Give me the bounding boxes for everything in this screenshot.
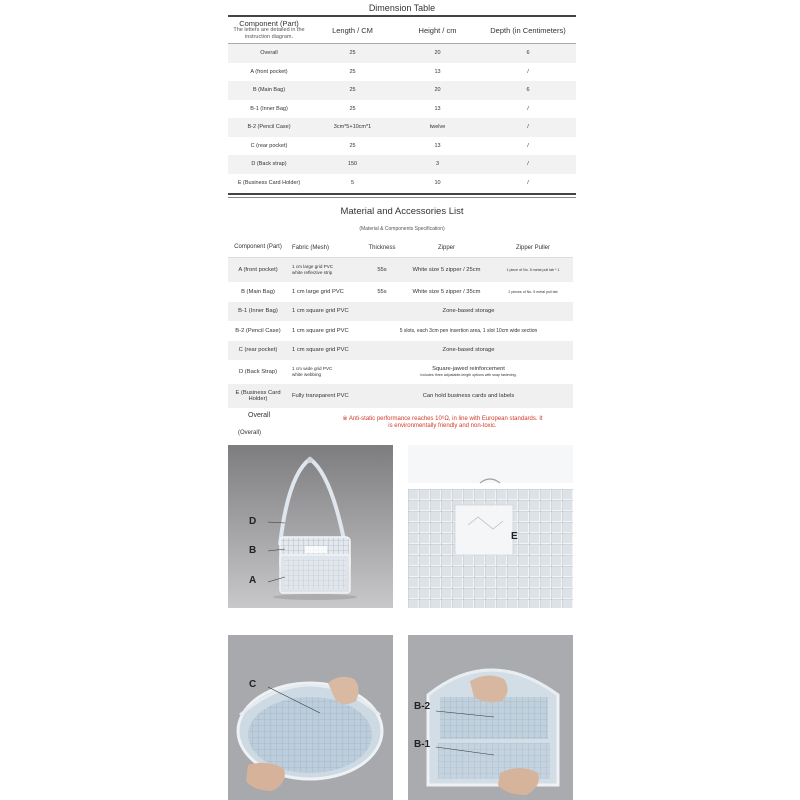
cell-depth: / — [527, 124, 529, 131]
cell-depth: / — [527, 68, 529, 75]
cell-zipper: White size 5 zipper / 25cm — [412, 267, 481, 273]
anti-static-note: ※ Anti-static performance reaches 10⁶Ω, in line with European standards. It is environmentally friendly and non-toxic. — [342, 416, 543, 429]
cell-part: A (front pocket) — [238, 266, 278, 273]
cell-fabric: 1 cm square grid PVC — [292, 308, 349, 315]
cell-fabric-extra: white webbing — [292, 372, 322, 377]
cell-part: D (Back Strap) — [238, 368, 277, 375]
cell-length: 25 — [349, 87, 356, 94]
table-row — [228, 137, 576, 156]
divider — [228, 197, 576, 198]
material-table-subtitle: (Material & Components Specification) — [359, 226, 445, 232]
cell-part: A (front pocket) — [250, 68, 288, 75]
cell-height: 13 — [434, 105, 441, 112]
cell-zipper: White size 5 zipper / 35cm — [412, 288, 481, 295]
cell-length: 25 — [349, 50, 356, 57]
cell-depth: 6 — [526, 87, 530, 94]
cell-length: 25 — [349, 68, 356, 75]
cell-puller: 1 piece of No. 5 metal pull tab * 1 — [506, 268, 560, 272]
header-component-note: The letters are detailed in the instruction diagram. — [233, 27, 305, 40]
cell-description — [364, 366, 573, 378]
cell-length: 150 — [347, 161, 358, 168]
callout-d: D — [249, 516, 257, 527]
cell-fabric-extra: white reflective strip — [292, 270, 333, 275]
table-row — [228, 63, 576, 82]
cell-height: 13 — [434, 68, 441, 75]
cell-height: twelve — [429, 124, 446, 131]
divider — [228, 193, 576, 195]
table-row — [228, 258, 573, 282]
table-row — [228, 155, 576, 174]
cell-part: B-2 (Pencil Case) — [235, 327, 281, 334]
cell-fabric: 1 cm large grid PVC — [292, 288, 344, 295]
table-row — [228, 341, 573, 361]
card-holder-closeup-photo — [408, 445, 573, 608]
header-puller: Zipper Puller — [515, 244, 550, 251]
header-component — [228, 20, 310, 41]
cell-depth: 6 — [526, 50, 530, 57]
dimension-table-header — [228, 18, 576, 44]
cell-part: B-1 (Inner Bag) — [250, 105, 288, 112]
cell-length: 25 — [349, 105, 356, 112]
table-row — [228, 44, 576, 63]
material-table-title: Material and Accessories List — [340, 206, 464, 217]
callout-b: B — [249, 545, 257, 556]
cell-part: B-1 (Inner Bag) — [238, 308, 278, 314]
table-row — [228, 118, 576, 137]
cell-part: Overall — [260, 50, 278, 57]
cell-part: D (Back strap) — [251, 161, 287, 168]
cell-height: 20 — [434, 87, 441, 94]
cell-fabric: 1 cm square grid PVC — [292, 327, 349, 334]
table-row — [228, 81, 576, 100]
material-table-header — [228, 238, 573, 258]
cell-fabric — [288, 264, 364, 276]
cell-description-main: Square-jawed reinforcement — [432, 366, 505, 372]
dimension-table-body — [228, 44, 576, 192]
cell-depth: / — [527, 161, 529, 168]
cell-part: B (Main Bag) — [241, 288, 275, 295]
material-table — [228, 238, 573, 408]
overall-sublabel: (Overall) — [238, 430, 262, 436]
cell-height: 10 — [434, 179, 441, 186]
cell-description: Zone-based storage — [442, 347, 495, 354]
overall-label: Overall — [248, 412, 271, 419]
cell-part: B (Main Bag) — [252, 87, 286, 94]
header-depth: Depth (in Centimeters) — [490, 26, 566, 35]
cell-thickness: 55s — [377, 288, 387, 295]
cell-description-extra: Includes three adjustable-length options with snap fastening. — [420, 373, 517, 377]
cell-part: E (Business Card Holder) — [235, 389, 281, 402]
material-table-body — [228, 258, 573, 408]
cell-fabric: 1 cm square grid PVC — [292, 347, 349, 354]
divider — [228, 15, 576, 17]
cell-puller: 2 pieces of No. 5 metal pull tab — [508, 289, 558, 294]
header-height: Height / cm — [418, 26, 457, 35]
cell-part: B-2 (Pencil Case) — [247, 124, 291, 131]
callout-b2: B-2 — [414, 701, 431, 712]
table-row — [228, 360, 573, 384]
cell-height: 20 — [434, 50, 441, 57]
table-row — [228, 384, 573, 408]
cell-depth: / — [527, 142, 529, 149]
header-length: Length / CM — [332, 26, 373, 35]
cell-fabric-main: 1 cm large grid PVC — [292, 264, 334, 269]
inner-compartment-photo — [408, 635, 573, 800]
cell-length: 5 — [350, 179, 355, 186]
header-fabric: Fabric (Mesh) — [292, 244, 330, 251]
dimension-table — [228, 18, 576, 192]
cell-fabric-main: 1 cm wide grid PVC — [292, 366, 333, 371]
table-row — [228, 174, 576, 193]
cell-length: 3cm*5+10cm*1 — [333, 124, 372, 131]
dimension-table-title: Dimension Table — [368, 3, 436, 13]
header-thickness: Thickness — [368, 244, 396, 251]
cell-thickness: 55s — [377, 267, 387, 273]
rear-pocket-photo — [228, 635, 393, 800]
cell-height: 3 — [435, 161, 440, 168]
cell-length: 25 — [349, 142, 356, 149]
callout-a: A — [249, 575, 257, 586]
table-row — [228, 302, 573, 322]
cell-height: 13 — [434, 142, 441, 149]
table-row — [228, 321, 573, 341]
cell-part: C (rear pocket) — [250, 142, 288, 149]
cell-fabric: Fully transparent PVC — [292, 393, 349, 399]
callout-c: C — [249, 679, 257, 690]
cell-description: Can hold business cards and labels — [422, 393, 515, 399]
header-component: Component (Part) — [234, 244, 282, 251]
callout-e: E — [511, 531, 518, 542]
cell-depth: / — [527, 179, 529, 186]
bag-overall-photo — [228, 445, 393, 608]
header-component-label: Component (Part) — [239, 19, 299, 28]
cell-description: 5 slots, each 3cm pen insertion area, 1 slot 10cm wide section — [399, 327, 538, 334]
table-row — [228, 282, 573, 302]
cell-part: E (Business Card Holder) — [237, 179, 301, 186]
table-row — [228, 100, 576, 119]
cell-description: Zone-based storage — [442, 308, 495, 315]
cell-part: C (rear pocket) — [238, 347, 278, 353]
cell-fabric — [288, 366, 364, 378]
cell-depth: / — [527, 105, 529, 112]
callout-b1: B-1 — [414, 739, 431, 750]
header-zipper: Zipper — [437, 244, 455, 251]
